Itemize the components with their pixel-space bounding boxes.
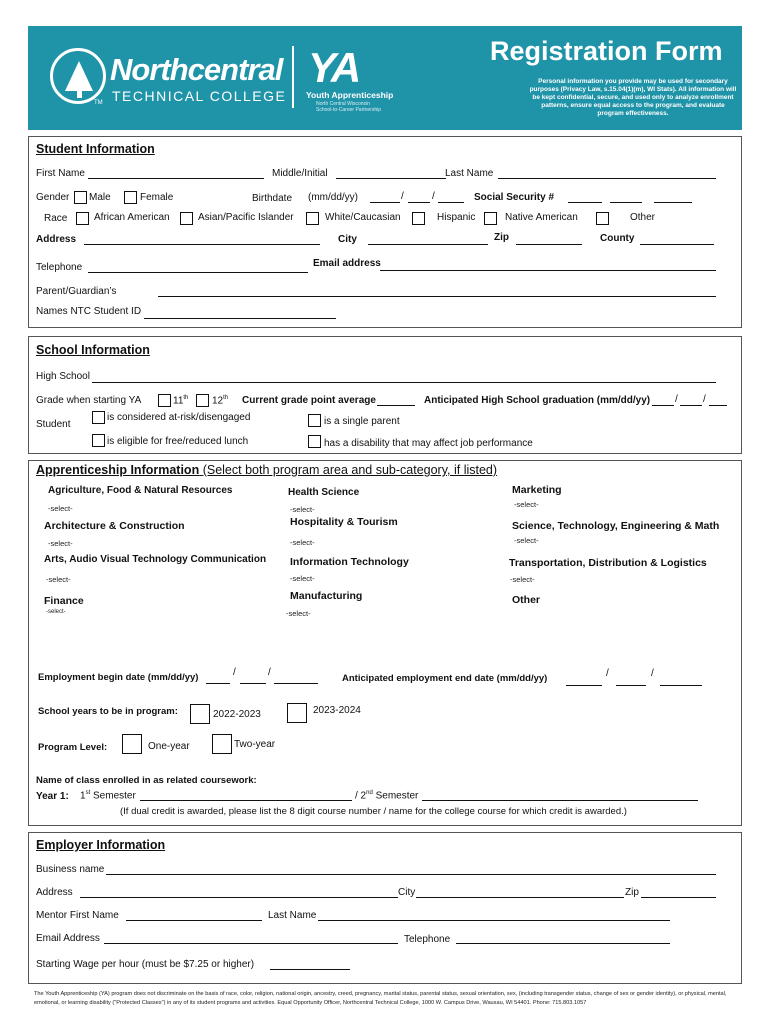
race-white-checkbox[interactable] bbox=[306, 212, 319, 225]
semester1-label: 1st Semester bbox=[80, 790, 136, 802]
mentor-last-label: Last Name bbox=[268, 910, 317, 921]
year-2023-checkbox[interactable] bbox=[287, 703, 307, 723]
at-risk-label: is considered at-risk/disengaged bbox=[107, 412, 251, 423]
parent-label: Parent/Guardian’s bbox=[36, 286, 117, 297]
zip-label: Zip bbox=[494, 232, 509, 243]
year-2022-checkbox[interactable] bbox=[190, 704, 210, 724]
wage-field[interactable] bbox=[270, 969, 350, 970]
ntc-logo-icon bbox=[50, 48, 106, 104]
employer-city-label: City bbox=[398, 887, 416, 898]
emp-end-day-field[interactable] bbox=[616, 685, 646, 686]
employer-section-title: Employer Information bbox=[36, 838, 166, 852]
emp-begin-day-field[interactable] bbox=[240, 683, 266, 684]
wage-label: Starting Wage per hour (must be $7.25 or higher) bbox=[36, 959, 255, 970]
mentor-first-field[interactable] bbox=[126, 920, 262, 921]
employer-telephone-label: Telephone bbox=[404, 934, 451, 945]
race-asian-label: Asian/Pacific Islander bbox=[198, 212, 294, 223]
year1-label: Year 1: bbox=[36, 791, 69, 802]
select-finance[interactable]: -select- bbox=[46, 609, 66, 615]
middle-initial-label: Middle/Initial bbox=[272, 168, 328, 179]
employer-email-field[interactable] bbox=[104, 943, 398, 944]
race-african-american-label: African American bbox=[94, 212, 170, 223]
privacy-notice: Personal information you provide may be used for secondary purposes (Privacy Law, s.15.04(1)(m), WI Stats). All information will be kept confidential, secure, and used only to analyze enrollment patterns, ensure equal access to the program, and evaluate program effectiveness. bbox=[529, 78, 737, 117]
employer-address-field[interactable] bbox=[80, 897, 398, 898]
single-parent-checkbox[interactable] bbox=[308, 414, 321, 427]
school-section-title: School Information bbox=[36, 343, 150, 357]
school-years-label: School years to be in program: bbox=[38, 706, 178, 717]
select-transport[interactable]: -select- bbox=[510, 575, 535, 584]
birth-day-field[interactable] bbox=[408, 202, 430, 203]
select-arts[interactable]: -select- bbox=[46, 575, 71, 584]
select-health[interactable]: -select- bbox=[290, 505, 315, 514]
race-other-checkbox[interactable] bbox=[596, 212, 609, 225]
single-parent-label: is a single parent bbox=[324, 416, 400, 427]
header-banner bbox=[28, 26, 742, 130]
birth-month-field[interactable] bbox=[370, 202, 400, 203]
city-field[interactable] bbox=[368, 244, 488, 245]
high-school-label: High School bbox=[36, 371, 90, 382]
select-stem[interactable]: -select- bbox=[514, 536, 539, 545]
employer-zip-field[interactable] bbox=[641, 897, 716, 898]
category-agriculture: Agriculture, Food & Natural Resources bbox=[48, 485, 233, 496]
select-hospitality[interactable]: -select- bbox=[290, 538, 315, 547]
race-hispanic-checkbox[interactable] bbox=[412, 212, 425, 225]
student-section-title: Student Information bbox=[36, 142, 155, 156]
gender-label: Gender bbox=[36, 192, 70, 203]
one-year-checkbox[interactable] bbox=[122, 734, 142, 754]
free-lunch-checkbox[interactable] bbox=[92, 434, 105, 447]
grad-year-field[interactable] bbox=[709, 405, 727, 406]
semester1-field[interactable] bbox=[140, 800, 352, 801]
male-label: Male bbox=[89, 192, 111, 203]
select-marketing[interactable]: -select- bbox=[514, 500, 539, 509]
employer-email-label: Email Address bbox=[36, 933, 100, 944]
email-label: Email address bbox=[313, 258, 381, 269]
race-hispanic-label: Hispanic bbox=[437, 212, 476, 223]
select-manufacturing[interactable]: -select- bbox=[286, 609, 311, 618]
mentor-last-field[interactable] bbox=[318, 920, 670, 921]
race-asian-checkbox[interactable] bbox=[180, 212, 193, 225]
email-field[interactable] bbox=[380, 270, 716, 271]
one-year-label: One-year bbox=[148, 741, 190, 752]
ya-partner: North Central Wisconsin School-to-Career Partnership bbox=[316, 101, 382, 113]
dual-credit-note: (If dual credit is awarded, please list the 8 digit course number / name for the college course for which credit is awarded.) bbox=[120, 806, 627, 817]
select-it[interactable]: -select- bbox=[290, 574, 315, 583]
emp-begin-label: Employment begin date (mm/dd/yy) bbox=[38, 672, 199, 683]
student-label: Student bbox=[36, 419, 71, 430]
last-name-field[interactable] bbox=[498, 178, 716, 179]
brand-subtitle: TECHNICAL COLLEGE bbox=[112, 88, 287, 104]
category-other: Other bbox=[512, 594, 541, 606]
names-id-label: Names NTC Student ID bbox=[36, 306, 142, 317]
footer-nondiscrimination: The Youth Apprenticeship (YA) program does not discriminate on the basis of race, color, religion, national origin, ancestry, creed, pregnancy, marital status, parental status, sexual orientation, sex, (including transgender status, change of sex or gender identity), or physical, mental, emotional, or learning disability ("Protected Classes") in any of its student programs and activities. Equal Opportunity Officer, Northcentral Technical College, 1000 W. Campus Drive, Wausau, WI 54401. Phone: 715.803.1057 bbox=[34, 991, 727, 1006]
category-stem: Science, Technology, Engineering & Math bbox=[512, 520, 720, 532]
category-marketing: Marketing bbox=[512, 484, 562, 496]
tree-icon bbox=[65, 61, 93, 91]
header-divider bbox=[292, 46, 294, 108]
race-african-american-checkbox[interactable] bbox=[76, 212, 89, 225]
class-name-label: Name of class enrolled in as related coursework: bbox=[36, 775, 257, 786]
emp-begin-year-field[interactable] bbox=[274, 683, 318, 684]
grade-11-label: 11th bbox=[173, 395, 189, 407]
brand-name: Northcentral bbox=[110, 52, 283, 87]
first-name-field[interactable] bbox=[88, 178, 264, 179]
ssn-field-3[interactable] bbox=[654, 202, 692, 203]
student-section bbox=[28, 136, 742, 328]
grade-12-checkbox[interactable] bbox=[196, 394, 209, 407]
ssn-field-1[interactable] bbox=[568, 202, 602, 203]
mentor-first-label: Mentor First Name bbox=[36, 910, 119, 921]
grad-month-field[interactable] bbox=[652, 405, 674, 406]
two-year-label: Two-year bbox=[234, 739, 276, 750]
race-native-american-checkbox[interactable] bbox=[484, 212, 497, 225]
zip-field[interactable] bbox=[516, 244, 582, 245]
grade-11-checkbox[interactable] bbox=[158, 394, 171, 407]
trademark: TM bbox=[94, 100, 103, 106]
grad-date-label: Anticipated High School graduation (mm/dd/yy) bbox=[424, 395, 651, 406]
female-checkbox[interactable] bbox=[124, 191, 137, 204]
parent-field[interactable] bbox=[158, 296, 716, 297]
address-field[interactable] bbox=[84, 244, 320, 245]
emp-begin-month-field[interactable] bbox=[206, 683, 230, 684]
category-arts: Arts, Audio Visual Technology Communication bbox=[44, 554, 267, 565]
category-finance: Finance bbox=[44, 595, 84, 607]
at-risk-checkbox[interactable] bbox=[92, 411, 105, 424]
employer-telephone-field[interactable] bbox=[456, 943, 670, 944]
gpa-label: Current grade point average bbox=[242, 395, 376, 406]
grade-label: Grade when starting YA bbox=[36, 395, 142, 406]
emp-end-year-field[interactable] bbox=[660, 685, 702, 686]
emp-end-month-field[interactable] bbox=[566, 685, 602, 686]
grad-day-field[interactable] bbox=[680, 405, 702, 406]
employer-city-field[interactable] bbox=[416, 897, 624, 898]
birth-year-field[interactable] bbox=[438, 202, 464, 203]
county-label: County bbox=[600, 233, 635, 244]
emp-end-label: Anticipated employment end date (mm/dd/yy) bbox=[342, 673, 548, 684]
year-2022-label: 2022-2023 bbox=[213, 709, 261, 720]
student-id-field[interactable] bbox=[144, 318, 336, 319]
select-agriculture[interactable]: -select- bbox=[48, 504, 73, 513]
apprenticeship-subtitle: (Select both program area and sub-category, if listed) bbox=[202, 463, 498, 477]
ya-logo: YA bbox=[308, 44, 360, 91]
race-label: Race bbox=[44, 213, 68, 224]
category-hospitality: Hospitality & Tourism bbox=[290, 516, 398, 528]
employer-zip-label: Zip bbox=[625, 887, 639, 898]
select-architecture[interactable]: -select- bbox=[48, 539, 73, 548]
two-year-checkbox[interactable] bbox=[212, 734, 232, 754]
gpa-field[interactable] bbox=[377, 405, 415, 406]
first-name-label: First Name bbox=[36, 168, 85, 179]
form-title: Registration Form bbox=[490, 36, 723, 66]
race-other-label: Other bbox=[630, 212, 656, 223]
grade-12-label: 12th bbox=[212, 395, 229, 407]
program-level-label: Program Level: bbox=[38, 742, 108, 753]
category-architecture: Architecture & Construction bbox=[44, 520, 185, 532]
county-field[interactable] bbox=[640, 244, 714, 245]
disability-checkbox[interactable] bbox=[308, 435, 321, 448]
category-transport: Transportation, Distribution & Logistics bbox=[509, 557, 707, 569]
race-native-american-label: Native American bbox=[505, 212, 578, 223]
city-label: City bbox=[338, 234, 357, 245]
business-name-label: Business name bbox=[36, 864, 105, 875]
apprenticeship-section-title: Apprenticeship Information (Select both program area and sub-category, if listed) bbox=[36, 463, 498, 477]
ssn-field-2[interactable] bbox=[610, 202, 642, 203]
disability-label: has a disability that may affect job performance bbox=[324, 438, 533, 449]
race-white-label: White/Caucasian bbox=[325, 212, 401, 223]
business-name-field[interactable] bbox=[106, 874, 716, 875]
telephone-label: Telephone bbox=[36, 262, 83, 273]
ya-title: Youth Apprenticeship bbox=[306, 90, 394, 100]
employer-address-label: Address bbox=[36, 887, 73, 898]
semester2-label: / 2nd Semester bbox=[355, 790, 419, 802]
free-lunch-label: is eligible for free/reduced lunch bbox=[107, 436, 249, 447]
telephone-field[interactable] bbox=[88, 272, 308, 273]
category-manufacturing: Manufacturing bbox=[290, 590, 363, 602]
male-checkbox[interactable] bbox=[74, 191, 87, 204]
middle-initial-field[interactable] bbox=[336, 178, 446, 179]
category-health: Health Science bbox=[288, 487, 360, 498]
ssn-label: Social Security # bbox=[474, 192, 555, 203]
year-2023-label: 2023-2024 bbox=[313, 705, 361, 716]
last-name-label: Last Name bbox=[445, 168, 494, 179]
category-it: Information Technology bbox=[290, 556, 409, 568]
date-format-label: (mm/dd/yy) bbox=[308, 192, 358, 203]
birthdate-label: Birthdate bbox=[252, 193, 293, 204]
female-label: Female bbox=[140, 192, 174, 203]
address-label: Address bbox=[36, 234, 77, 245]
apprenticeship-section bbox=[28, 460, 742, 826]
semester2-field[interactable] bbox=[422, 800, 698, 801]
high-school-field[interactable] bbox=[92, 382, 716, 383]
